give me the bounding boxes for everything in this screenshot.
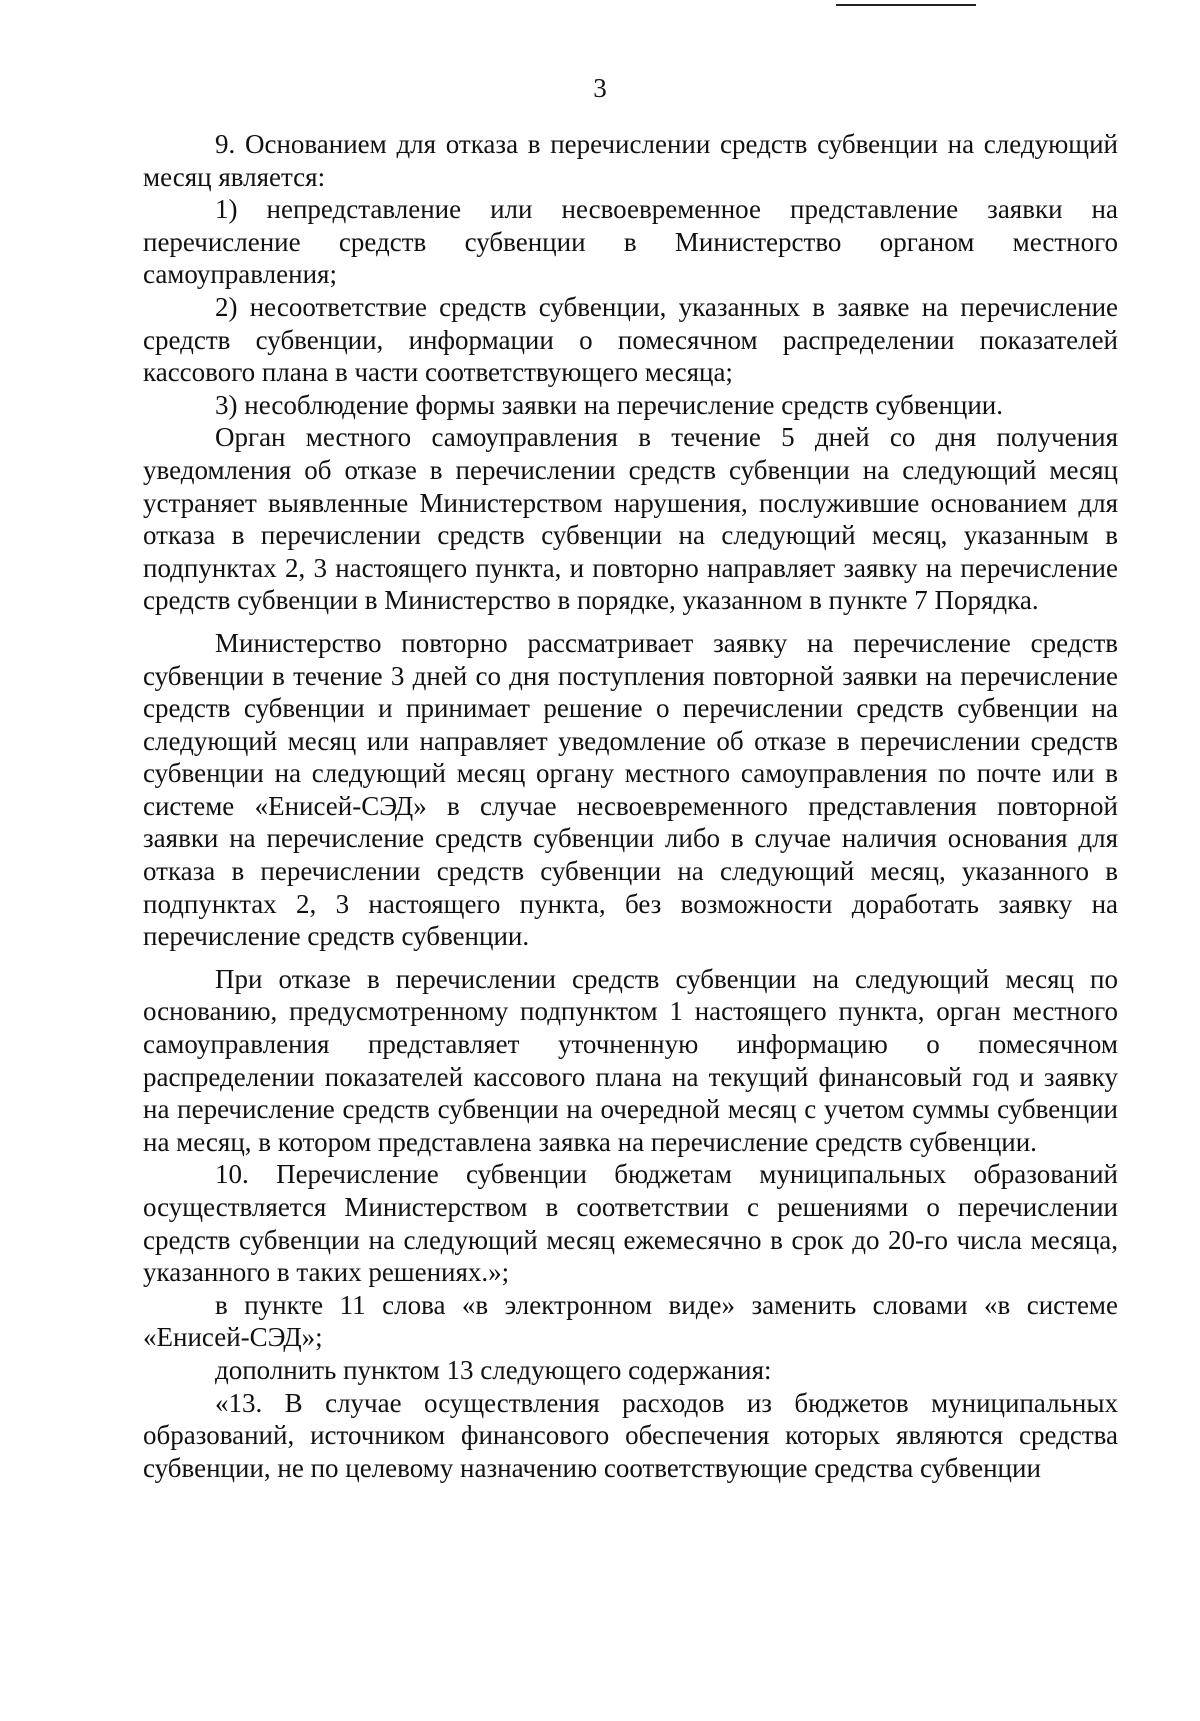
page-number: 3 (593, 73, 607, 103)
paragraph-9-item-1: 1) непредставление или несвоевременное представление заявки на перечисление средств субвенции в Министерство органом местного самоуправления; (143, 194, 1118, 290)
paragraph-13: «13. В случае осуществления расходов из бюджетов муниципальных образований, источником финансового обеспечения которых являются средства субвенции, не по целевому назначению соответствующие средства субвенции (143, 1387, 1118, 1483)
paragraph-local-authority: Орган местного самоуправления в течение 5 дней со дня получения уведомления об отказе в перечислении средств субвенции на следующий месяц устраняет выявленные Министерством нарушения, послужившие основанием для отказа в перечислении средств субвенции на следующий месяц, указанным в подпунктах 2, 3 настоящего пункта, и повторно направляет заявку на перечисление средств субвенции в Министерство в порядке, указанном в пункте 7 Порядка. (143, 422, 1118, 616)
paragraph-item-11-change: в пункте 11 слова «в электронном виде» заменить словами «в системе «Енисей-СЭД»; (143, 1289, 1118, 1353)
paragraph-10: 10. Перечисление субвенции бюджетам муниципальных образований осуществляется Министерством в соответствии с решениями о перечислении средств субвенции на следующий месяц ежемесячно в срок до 20-го числа месяца, указанного в таких решениях.»; (143, 1159, 1118, 1288)
paragraph-9: 9. Основанием для отказа в перечислении средств субвенции на следующий месяц является: (143, 129, 1118, 192)
top-rule (836, 4, 976, 6)
document-body (143, 128, 1118, 1484)
paragraph-ministry-review: Министерство повторно рассматривает заявку на перечисление средств субвенции в течение 3 дней со дня поступления повторной заявки на перечисление средств субвенции и принимает решение о перечислении средств субвенции на следующий месяц или направляет уведомление об отказе в перечислении средств субвенции на следующий месяц органу местного самоуправления по почте или в системе «Енисей-СЭД» в случае несвоевременного представления повторной заявки на перечисление средств субвенции либо в случае наличия основания для отказа в перечислении средств субвенции на следующий месяц, указанного в подпунктах 2, 3 настоящего пункта, без возможности доработать заявку на перечисление средств субвенции. (143, 627, 1118, 952)
paragraph-9-item-3: 3) несоблюдение формы заявки на перечисление средств субвенции. (215, 389, 1004, 420)
paragraph-9-item-2: 2) несоответствие средств субвенции, указанных в заявке на перечисление средств субвенции, информации о помесячном распределении показателей кассового плана в части соответствующего месяца; (143, 291, 1118, 388)
paragraph-refusal: При отказе в перечислении средств субвенции на следующий месяц по основанию, предусмотренному подпунктом 1 настоящего пункта, орган местного самоуправления представляет уточненную информацию о помесячном распределении показателей кассового плана на текущий финансовый год и заявку на перечисление средств субвенции на очередной месяц с учетом суммы субвенции на месяц, в котором представлена заявка на перечисление средств субвенции. (143, 963, 1118, 1157)
paragraph-add-item-13: дополнить пунктом 13 следующего содержания: (215, 1354, 772, 1385)
